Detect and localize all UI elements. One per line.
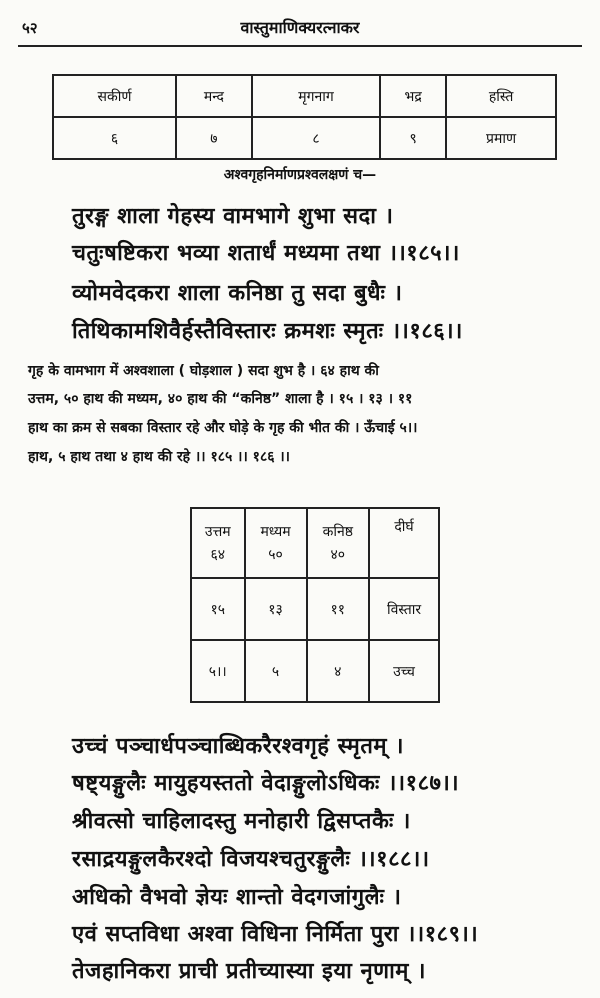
table-cell: १३ — [245, 578, 307, 640]
table-header-cell: मृगनाग — [252, 75, 380, 117]
header-rule — [18, 45, 582, 47]
table-row — [191, 640, 439, 702]
table-header-cell: हस्ति — [446, 75, 556, 117]
cell-label: मध्यम — [260, 524, 291, 540]
table-cell: ९ — [380, 117, 446, 159]
table-cell — [191, 508, 245, 578]
running-title: वास्तुमाणिक्यरत्नाकर — [240, 18, 360, 37]
table-cell: ५ — [245, 640, 307, 702]
verse-line: तिथिकामशिवैर्हस्तैविस्तारः क्रमशः स्मृतः ।।१८६।। — [72, 319, 463, 344]
table-cell: १५ — [191, 578, 245, 640]
table-row — [191, 508, 439, 578]
table-cell: ७ — [176, 117, 252, 159]
dimension-table — [190, 507, 440, 703]
verse-line: चतुःषष्टिकरा भव्या शतार्धं मध्यमा तथा ।।१८५।। — [72, 241, 460, 266]
commentary-line: उत्तम, ५० हाथ की मध्यम, ४० हाथ की “कनिष्ठ” शाला है । १५ । १३ । ११ — [28, 391, 413, 407]
commentary-line: हाथ का क्रम से सबका विस्तार रहे और घोड़े के गृह की भीत की । ऊँचाई ५।। — [28, 420, 418, 436]
table-header-cell: भद्र — [380, 75, 446, 117]
verse-line: उच्चं पञ्चार्धपञ्चाब्धिकरैरश्वगृहं स्मृतम् । — [72, 734, 405, 759]
verse-line: एवं सप्तविधा अश्वा विधिना निर्मिता पुरा ।।१८९।। — [72, 922, 479, 947]
verse-line: श्रीवत्सो चाहिलादस्तु मनोहारी द्विसप्तकैः । — [72, 809, 411, 834]
table-row — [53, 75, 556, 117]
cell-value: ५० — [268, 547, 283, 563]
verse-line: रसाद्रयङ्गुलकैरश्दो विजयश्चतुरङ्गुलैः ।।१८८।। — [72, 847, 430, 872]
table-cell: विस्तार — [369, 578, 439, 640]
table-cell: ४ — [307, 640, 370, 702]
verse-line: तेजहानिकरा प्राची प्रतीच्यास्या इया नृणाम् । — [72, 959, 426, 984]
cell-value: ६४ — [210, 547, 226, 563]
table-cell: ११ — [307, 578, 370, 640]
table-header-cell: मन्द — [176, 75, 252, 117]
verse-line: तुरङ्ग शाला गेहस्य वामभागे शुभा सदा । — [72, 204, 394, 229]
table-cell: ५।। — [191, 640, 245, 702]
table-cell: ८ — [252, 117, 380, 159]
commentary-line: हाथ, ५ हाथ तथा ४ हाथ की रहे ।। १८५ ।। १८६ ।। — [28, 449, 290, 465]
verse-line: व्योमवेदकरा शाला कनिष्ठा तु सदा बुधैः । — [72, 281, 403, 306]
cell-label: उत्तम — [204, 524, 231, 540]
cell-value: ४० — [330, 547, 346, 563]
commentary-line: गृह के वामभाग में अश्वशाला ( घोड़शाल ) सदा शुभ है । ६४ हाथ की — [28, 363, 379, 379]
table-header-cell: सकीर्ण — [53, 75, 176, 117]
table-cell: उच्च — [369, 640, 439, 702]
table-cell — [245, 508, 307, 578]
table-cell — [307, 508, 370, 578]
pramana-table — [52, 74, 557, 160]
page-number: ५२ — [22, 19, 38, 37]
table-cell: ६ — [53, 117, 176, 159]
section-title: अश्वगृहनिर्माणप्रश्वलक्षणं च— — [223, 167, 377, 183]
verse-line: अधिको वैभवो ज्ञेयः शान्तो वेदगजांगुलैः । — [72, 885, 402, 910]
table-row — [53, 117, 556, 159]
table-cell: दीर्घ — [369, 508, 439, 578]
table-cell: प्रमाण — [446, 117, 556, 159]
table-row — [191, 578, 439, 640]
verse-line: षष्ट्यङ्गुलैः मायुहयस्ततो वेदाङ्गुलोऽधिकः ।।१८७।। — [72, 771, 460, 796]
cell-label: कनिष्ठ — [322, 524, 353, 540]
